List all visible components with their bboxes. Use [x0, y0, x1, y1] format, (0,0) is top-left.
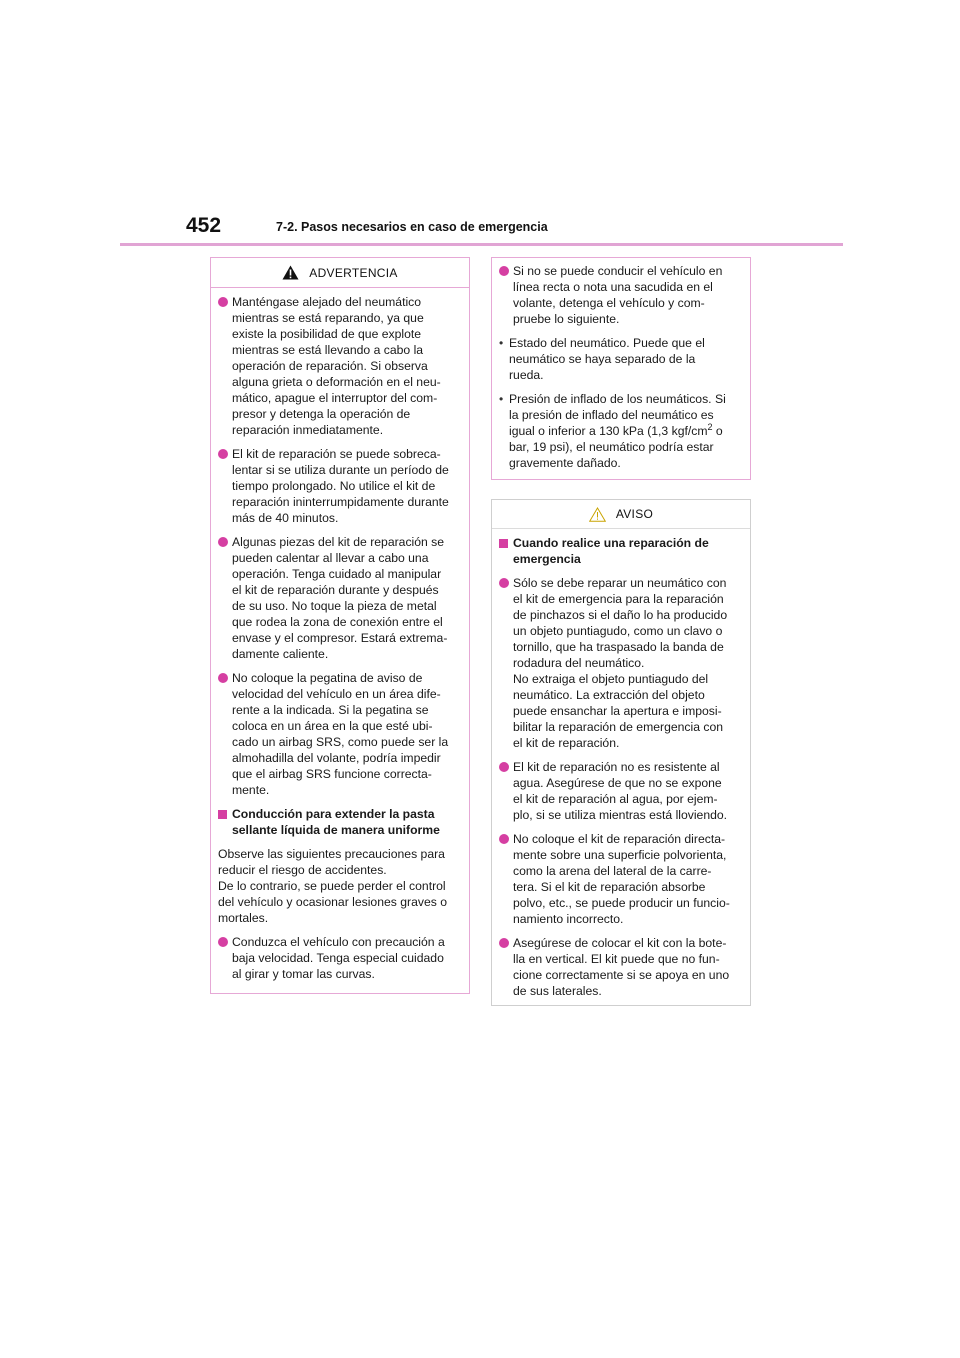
bullet-dot-icon	[499, 834, 509, 844]
bullet-dot-icon	[499, 938, 509, 948]
bullet-dot-icon	[218, 537, 228, 547]
list-item	[218, 934, 462, 982]
list-item-text: El kit de reparación se puede sobreca- lentar si se utiliza durante un período de tiempo prolongado. No utilice el kit de reparación ininterrumpidamente durante más de 40 minutos.	[232, 447, 449, 525]
paragraph: Observe las siguientes precauciones para reducir el riesgo de accidentes. De lo contrario, se puede perder el control del vehículo y ocasionar lesiones graves o mortales.	[218, 847, 447, 925]
square-bullet-icon	[218, 810, 227, 819]
list-item-text: Manténgase alejado del neumático mientras se está reparando, ya que existe la posibilidad de que explote mientras se está llevando a cabo la operación de reparación. Si observa alguna grieta o deformación en el neu- mático, apague el interruptor del com- presor y detenga la operación de reparación inmediatamente.	[232, 295, 441, 437]
list-item	[499, 263, 743, 327]
sub-bullet-text: Estado del neumático. Puede que el neumático se haya separado de la rueda.	[509, 336, 705, 382]
list-item-text: Conduzca el vehículo con precaución a baja velocidad. Tenga especial cuidado al girar y tomar las curvas.	[232, 935, 445, 981]
list-item-text: El kit de reparación no es resistente al agua. Asegúrese de que no se expone el kit de reparación al agua, por ejem- plo, si se utiliza mientras está lloviendo.	[513, 760, 728, 822]
warning-triangle-icon	[282, 265, 299, 280]
subsection-heading	[218, 806, 462, 838]
sub-bullet-item	[499, 335, 743, 383]
bullet-dot-icon	[218, 297, 228, 307]
bullet-dot-icon	[218, 673, 228, 683]
list-item-text: Si no se puede conducir el vehículo en línea recta o nota una sacudida en el volante, detenga el vehículo y com- pruebe lo siguiente.	[513, 264, 723, 326]
subsection-heading-text: Cuando realice una reparación de emergencia	[513, 536, 709, 566]
warning-box-header	[211, 258, 469, 288]
header-rule	[120, 243, 843, 246]
bullet-dot-icon	[218, 449, 228, 459]
warning-continued-body	[492, 258, 750, 471]
list-item	[218, 294, 462, 438]
list-item-text: Algunas piezas del kit de reparación se pueden calentar al llevar a cabo una operación. Tenga cuidado al manipular el kit de reparación durante y después de su uso. No toque la pieza de metal que rodea la zona de conexión entre el envase y el compresor. Estará extrema- damente caliente.	[232, 535, 448, 661]
list-item	[499, 759, 743, 823]
caution-triangle-icon	[589, 507, 606, 522]
warning-box-body	[211, 288, 469, 982]
section-title: 7-2. Pasos necesarios en caso de emergencia	[276, 220, 548, 234]
list-item	[499, 935, 743, 999]
list-item	[499, 575, 743, 751]
notice-box-header	[492, 500, 750, 529]
list-item	[218, 534, 462, 662]
notice-box	[491, 499, 751, 1006]
list-item-text: No coloque el kit de reparación directa- mente sobre una superficie polvorienta, como la arena del lateral de la carre- tera. Si el kit de reparación absorbe polvo, etc., se puede producir un funcio- namiento incorrecto.	[513, 832, 730, 926]
warning-title: ADVERTENCIA	[309, 265, 398, 280]
notice-title: AVISO	[615, 507, 654, 521]
list-item-text: Asegúrese de colocar el kit con la bote- lla en vertical. El kit puede que no fun- cione correctamente si se apoya en uno de sus laterales.	[513, 936, 730, 998]
bullet-dot-icon	[499, 762, 509, 772]
subsection-heading-text: Conducción para extender la pasta sellante líquida de manera uniforme	[232, 807, 440, 837]
bullet-point-icon: •	[499, 392, 504, 406]
sub-bullet-item	[499, 391, 743, 471]
list-item	[218, 670, 462, 798]
list-item-text: Sólo se debe reparar un neumático con el kit de emergencia para la reparación de pinchazos si el daño lo ha producido un objeto puntiagudo, como un clavo o tornillo, que ha traspasado la banda de rodadura del neumático. No extraiga el objeto puntiagudo del neumático. La extracción del objeto puede ensanchar la apertura e imposi- bilitar la reparación de emergencia con el kit de reparación.	[513, 576, 728, 750]
bullet-point-icon: •	[499, 336, 504, 350]
warning-box	[210, 257, 470, 994]
square-bullet-icon	[499, 539, 508, 548]
bullet-dot-icon	[218, 937, 228, 947]
sub-bullet-text: Presión de inflado de los neumáticos. Si la presión de inflado del neumático es igual o inferior a 130 kPa (1,3 kgf/$cm^2$ o bar, 19 psi), el neumático podría estar gravemente dañado.	[509, 392, 726, 470]
warning-continued-box	[491, 257, 751, 480]
page-number: 452	[186, 214, 222, 237]
bullet-dot-icon	[499, 578, 509, 588]
list-item	[499, 831, 743, 927]
list-item	[218, 446, 462, 526]
subsection-heading	[499, 535, 743, 567]
notice-box-body	[492, 529, 750, 999]
list-item-text: No coloque la pegatina de aviso de velocidad del vehículo en un área dife- rente a la indicada. Si la pegatina se coloca en un área en la que esté ubi- cado un airbag SRS, como puede ser la almohadilla del volante, podría impedir que el airbag SRS funcione correcta- mente.	[232, 671, 449, 797]
bullet-dot-icon	[499, 266, 509, 276]
